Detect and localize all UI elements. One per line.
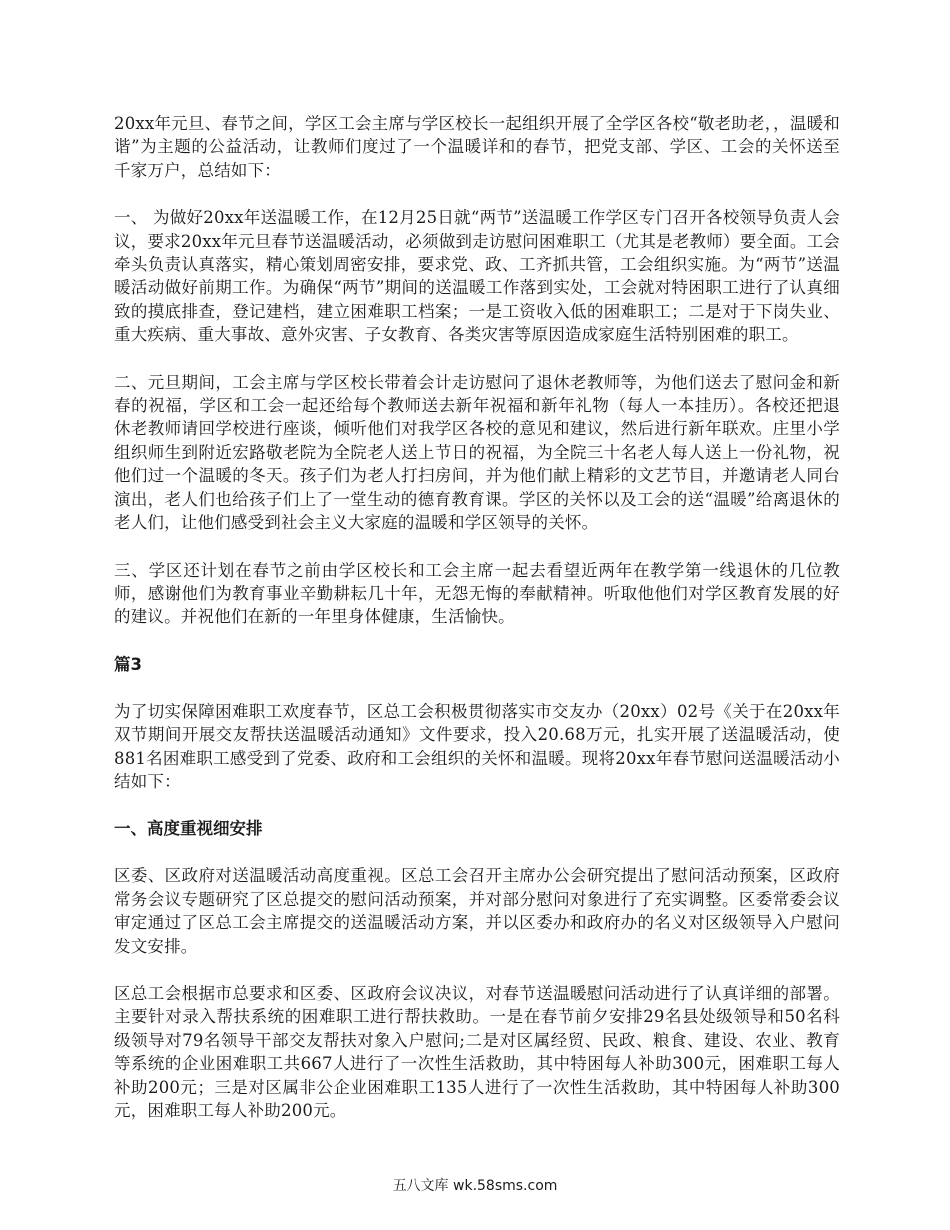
chapter-intro-paragraph: 为了切实保障困难职工欢度春节，区总工会积极贯彻落实市交友办（20xx）02号《关于在20xx年双节期间开展交友帮扶送温暖活动通知》文件要求，投入20.68万元，扎实开展了送温暖活动，使881名困难职工感受到了党委、政府和工会组织的关怀和温暖。现将20xx年春节慰问送温暖活动小结如下： (114, 701, 840, 791)
intro-paragraph: 20xx年元旦、春节之间，学区工会主席与学区校长一起组织开展了全学区各校“敬老助老，，温暖和谐”为主题的公益活动，让教师们度过了一个温暖详和的春节，把党支部、学区、工会的关怀送至千家万户，总结如下： (114, 114, 840, 180)
subheading: 一、高度重视细安排 (114, 819, 263, 839)
footer-watermark: 五八文库 wk.58sms.com (392, 1178, 558, 1194)
body-paragraph: 区委、区政府对送温暖活动高度重视。区总工会召开主席办公会研究提出了慰问活动预案，区政府常务会议专题研究了区总提交的慰问活动预案，并对部分慰问对象进行了充实调整。区委常委会议审定通过了区总工会主席提交的送温暖活动方案，并以区委办和政府办的名义对区级领导入户慰问发文安排。 (114, 866, 840, 956)
body-paragraph: 区总工会根据市总要求和区委、区政府会议决议，对春节送温暖慰问活动进行了认真详细的部署。主要针对录入帮扶系统的困难职工进行帮扶救助。一是在春节前夕安排29名县处级领导和50名科级领导对79名领导干部交友帮扶对象入户慰问;二是对区属经贸、民政、粮食、建设、农业、教育等系统的企业困难职工共667人进行了一次性生活救助，其中特困每人补助300元，困难职工每人补助200元；三是对区属非公企业困难职工135人进行了一次性生活救助，其中特困每人补助300元，困难职工每人补助200元。 (114, 983, 840, 1120)
section-title: 篇3 (114, 654, 142, 674)
section-one-paragraph: 一、 为做好20xx年送温暖工作，在12月25日就“两节”送温暖工作学区专门召开各校领导负责人会议，要求20xx年元旦春节送温暖活动，必须做到走访慰问困难职工（尤其是老教师）要全面。工会牵头负责认真落实，精心策划周密安排，要求党、政、工齐抓共管，工会组织实施。为“两节”送温暖活动做好前期工作。为确保“两节”期间的送温暖工作落到实处，工会就对特困职工进行了认真细致的摸底排查，登记建档，建立困难职工档案；一是工资收入低的困难职工；二是对于下岗失业、重大疾病、重大事故、意外灾害、子女教育、各类灾害等原因造成家庭生活特别困难的职工。 (114, 208, 840, 345)
section-two-paragraph: 二、元旦期间，工会主席与学区校长带着会计走访慰问了退休老教师等，为他们送去了慰问金和新春的祝福，学区和工会一起还给每个教师送去新年祝福和新年礼物（每人一本挂历）。各校还把退休老教师请回学校进行座谈，倾听他们对我学区各校的意见和建议，然后进行新年联欢。庄里小学组织师生到附近宏路敬老院为全院老人送上节日的祝福，为全院三十名老人每人送上一份礼物，祝他们过一个温暖的冬天。孩子们为老人打扫房间，并为他们献上精彩的文艺节目，并邀请老人同台演出，老人们也给孩子们上了一堂生动的德育教育课。学区的关怀以及工会的送“温暖”给离退休的老人们，让他们感受到社会主义大家庭的温暖和学区领导的关怀。 (114, 372, 840, 533)
section-three-paragraph: 三、学区还计划在春节之前由学区校长和工会主席一起去看望近两年在教学第一线退休的几位教师，感谢他们为教育事业辛勤耕耘几十年，无怨无悔的奉献精神。听取他他们对学区教育发展的好的建议。并祝他们在新的一年里身体健康，生活愉快。 (114, 560, 840, 627)
document-body (114, 112, 840, 1146)
